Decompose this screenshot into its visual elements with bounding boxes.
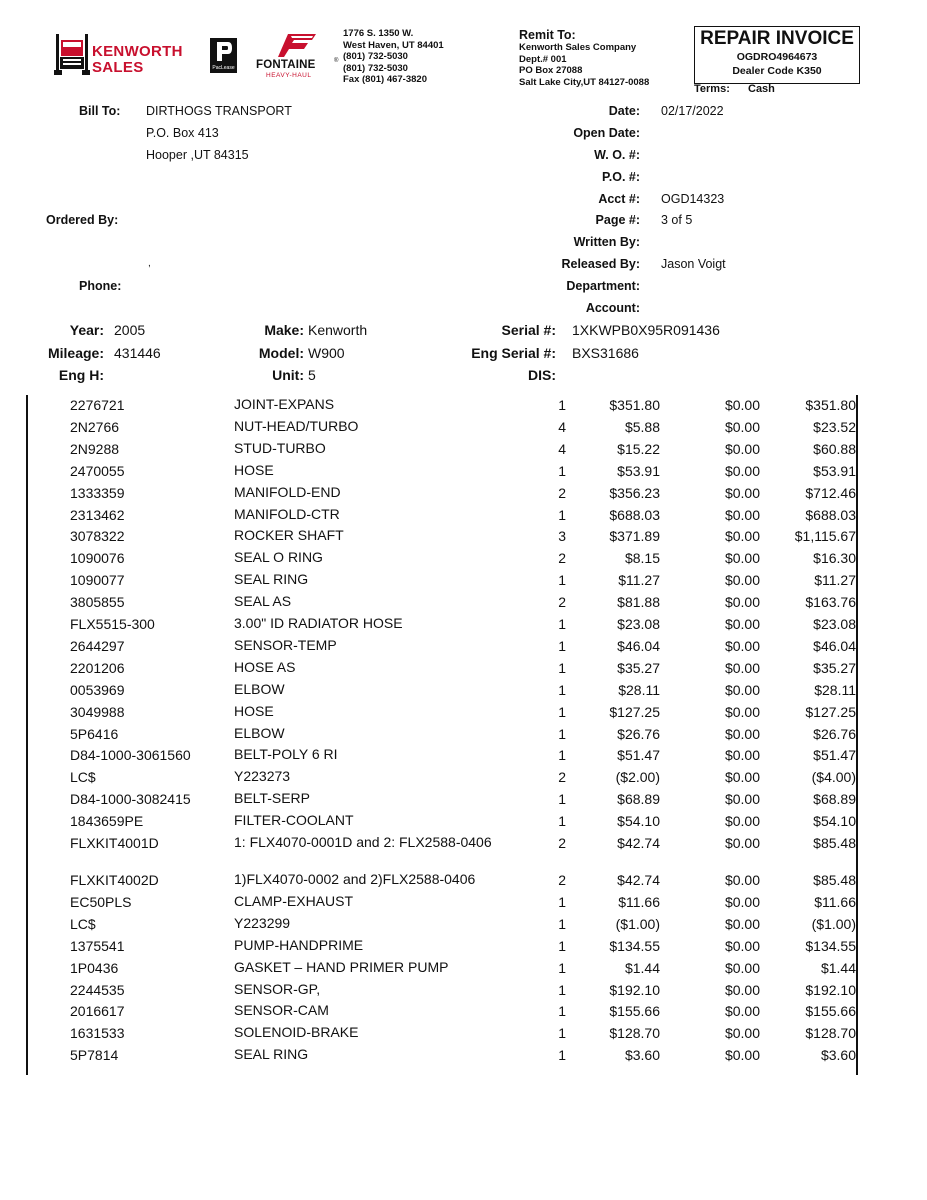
quantity: 1: [558, 725, 566, 742]
bill-to-name: DIRTHOGS TRANSPORT: [146, 104, 292, 118]
page-value: 3 of 5: [661, 213, 693, 227]
part-description: SENSOR-CAM: [234, 1002, 329, 1019]
discount: $0.00: [724, 1003, 760, 1020]
paclease-logo: [210, 38, 237, 73]
discount: $0.00: [724, 959, 760, 976]
company-address: [343, 28, 444, 86]
discount: $0.00: [724, 835, 760, 851]
discount: $0.00: [724, 659, 760, 676]
remit-dept: Dept.# 001: [519, 53, 567, 65]
unit-price: $81.88: [617, 594, 660, 611]
phone-label: Phone:: [79, 279, 122, 293]
unit-price: $1.44: [624, 959, 660, 976]
extended-amount: $51.47: [813, 747, 856, 764]
year-value: 2005: [114, 322, 146, 338]
invoice-number: OGDRO4964673: [736, 51, 818, 63]
extended-amount: $23.52: [813, 418, 856, 435]
unit-price: $155.66: [609, 1003, 660, 1020]
part-number: 3049988: [70, 703, 125, 720]
model-value: W900: [308, 345, 345, 361]
unit-price: $371.89: [609, 528, 660, 545]
part-description: BELT-POLY 6 RI: [234, 746, 338, 763]
remit-company: Kenworth Sales Company: [519, 42, 637, 53]
part-number: LC$: [70, 769, 96, 786]
part-description: 1: FLX4070-0001D and 2: FLX2588-0406: [234, 834, 492, 850]
quantity: 1: [558, 937, 566, 954]
quantity: 2: [558, 594, 566, 611]
discount: $0.00: [724, 813, 760, 830]
eng-h-label: Eng H:: [58, 367, 104, 383]
part-description: 3.00" ID RADIATOR HOSE: [234, 615, 403, 631]
unit-value: 5: [308, 367, 316, 383]
serial-label: Serial #:: [501, 322, 556, 338]
part-description: PUMP-HANDPRIME: [234, 936, 364, 953]
part-description: SOLENOID-BRAKE: [234, 1024, 359, 1041]
extended-amount: $1.44: [820, 959, 856, 976]
quantity: 2: [558, 769, 566, 786]
unit-price: $134.55: [609, 937, 660, 954]
discount: $0.00: [724, 637, 760, 654]
part-description: SEAL AS: [234, 593, 292, 610]
discount: $0.00: [724, 893, 760, 910]
quantity: 1: [558, 1003, 566, 1020]
part-description: SENSOR-TEMP: [234, 636, 337, 653]
extended-amount: $3.60: [820, 1047, 856, 1064]
extended-amount: $85.48: [813, 872, 856, 888]
part-number: 2N2766: [70, 418, 120, 435]
terms-value: Cash: [748, 83, 775, 95]
extended-amount: $46.04: [813, 637, 856, 654]
part-number: 5P7814: [70, 1047, 119, 1064]
discount: $0.00: [724, 703, 760, 720]
part-number: 1843659PE: [70, 813, 144, 830]
part-description: SEAL RING: [234, 571, 309, 588]
part-description: Y223299: [234, 914, 291, 931]
quantity: 2: [558, 484, 566, 501]
part-number: FLXKIT4001D: [70, 835, 159, 851]
part-number: D84-1000-3061560: [70, 747, 191, 764]
part-number: 2201206: [70, 659, 125, 676]
unit-price: $68.89: [617, 791, 660, 808]
part-description: JOINT-EXPANS: [234, 396, 335, 412]
part-description: MANIFOLD-CTR: [234, 505, 340, 522]
part-number: 2644297: [70, 637, 125, 654]
company-phone-2: (801) 732-5030: [343, 62, 408, 74]
discount: $0.00: [724, 440, 760, 457]
table-left-border: [26, 395, 28, 1075]
mileage-label: Mileage:: [47, 345, 104, 361]
quantity: 1: [558, 1025, 566, 1042]
model-label: Model:: [258, 345, 304, 361]
fontaine-sub: HEAVY-HAUL: [266, 72, 312, 79]
unit-price: $53.91: [617, 462, 660, 479]
quantity: 2: [558, 835, 566, 851]
quantity: 1: [558, 703, 566, 720]
remit-po-box: PO Box 27088: [519, 65, 583, 76]
part-number: EC50PLS: [70, 893, 132, 910]
eng-serial-label: Eng Serial #:: [471, 345, 556, 361]
department-label: Department:: [566, 279, 640, 293]
part-number: 5P6416: [70, 725, 119, 742]
kenworth-logo-text-1: KENWORTH: [92, 43, 183, 60]
part-number: 2244535: [70, 981, 125, 998]
part-description: 1)FLX4070-0002 and 2)FLX2588-0406: [234, 871, 476, 887]
paclease-text: PacLease: [212, 65, 235, 71]
extended-amount: $85.48: [813, 835, 856, 851]
unit-price: $192.10: [609, 981, 660, 998]
dealer-code: Dealer Code K350: [732, 65, 822, 77]
unit-label: Unit:: [272, 367, 304, 383]
quantity: 1: [558, 959, 566, 976]
part-description: CLAMP-EXHAUST: [234, 892, 354, 909]
stray-comma: ,: [148, 258, 151, 269]
part-description: ROCKER SHAFT: [234, 527, 344, 544]
company-fax: Fax (801) 467-3820: [343, 74, 427, 85]
unit-price: ($1.00): [615, 915, 660, 932]
fontaine-tm: ®: [334, 58, 339, 64]
extended-amount: $68.89: [813, 791, 856, 808]
extended-amount: $163.76: [805, 594, 856, 611]
unit-price: $351.80: [609, 397, 660, 413]
discount: $0.00: [724, 594, 760, 611]
part-number: 1631533: [70, 1025, 125, 1042]
part-description: SEAL O RING: [234, 549, 323, 566]
unit-price: ($2.00): [615, 769, 660, 786]
mileage-value: 431446: [114, 345, 161, 361]
fontaine-name: FONTAINE: [256, 59, 316, 71]
bill-to-address-1: P.O. Box 413: [146, 126, 219, 140]
year-label: Year:: [69, 322, 104, 338]
remit-to-label: Remit To:: [519, 28, 576, 42]
bill-to-address-2: Hooper ,UT 84315: [146, 148, 249, 162]
extended-amount: $351.80: [805, 397, 856, 413]
part-number: 3805855: [70, 594, 125, 611]
discount: $0.00: [724, 528, 760, 545]
quantity: 1: [558, 915, 566, 932]
extended-amount: $688.03: [805, 506, 856, 523]
company-city: West Haven, UT 84401: [343, 39, 444, 51]
discount: $0.00: [724, 769, 760, 786]
date-label: Date:: [608, 104, 640, 118]
unit-price: $8.15: [624, 550, 660, 567]
serial-value: 1XKWPB0X95R091436: [572, 322, 720, 338]
terms-label: Terms:: [694, 83, 730, 95]
quantity: 1: [558, 981, 566, 998]
discount: $0.00: [724, 462, 760, 479]
quantity: 1: [558, 397, 566, 413]
discount: $0.00: [724, 616, 760, 632]
bill-to-label: Bill To:: [79, 104, 121, 118]
part-description: ELBOW: [234, 724, 285, 741]
quantity: 1: [558, 616, 566, 632]
quantity: 1: [558, 506, 566, 523]
quantity: 3: [558, 528, 566, 545]
unit-price: $5.88: [624, 418, 660, 435]
quantity: 1: [558, 893, 566, 910]
part-description: Y223273: [234, 768, 291, 785]
discount: $0.00: [724, 747, 760, 764]
extended-amount: $192.10: [805, 981, 856, 998]
discount: $0.00: [724, 484, 760, 501]
account-label: Account:: [585, 301, 640, 315]
discount: $0.00: [724, 397, 760, 413]
unit-price: $35.27: [617, 659, 660, 676]
part-description: HOSE: [234, 702, 274, 719]
discount: $0.00: [724, 1025, 760, 1042]
extended-amount: $28.11: [814, 681, 856, 698]
unit-price: $3.60: [624, 1047, 660, 1064]
extended-amount: $35.27: [813, 659, 856, 676]
released-by-value: Jason Voigt: [661, 257, 726, 271]
quantity: 4: [558, 440, 566, 457]
extended-amount: $155.66: [805, 1003, 856, 1020]
unit-price: $28.11: [618, 681, 660, 698]
remit-to-block: [519, 28, 649, 88]
unit-price: $15.22: [617, 440, 660, 457]
company-street: 1776 S. 1350 W.: [343, 28, 414, 39]
unit-price: $51.47: [617, 747, 660, 764]
discount: $0.00: [724, 915, 760, 932]
discount: $0.00: [724, 872, 760, 888]
unit-price: $42.74: [617, 872, 660, 888]
acct-value: OGD14323: [661, 192, 725, 206]
part-number: 1375541: [70, 937, 125, 954]
unit-price: $42.74: [617, 835, 660, 851]
part-number: FLX5515-300: [70, 616, 155, 632]
part-number: 1090076: [70, 550, 125, 567]
part-description: SENSOR-GP,: [234, 980, 321, 997]
wo-label: W. O. #:: [594, 148, 640, 162]
part-description: HOSE: [234, 461, 274, 478]
part-number: 3078322: [70, 528, 125, 545]
fontaine-f-icon: [278, 32, 318, 58]
part-number: D84-1000-3082415: [70, 791, 191, 808]
quantity: 1: [558, 813, 566, 830]
extended-amount: $128.70: [805, 1025, 856, 1042]
extended-amount: ($4.00): [811, 769, 856, 786]
part-number: 2276721: [70, 397, 125, 413]
make-value: Kenworth: [308, 322, 368, 338]
part-description: GASKET – HAND PRIMER PUMP: [234, 958, 449, 975]
extended-amount: $53.91: [813, 462, 856, 479]
discount: $0.00: [724, 791, 760, 808]
po-label: P.O. #:: [602, 170, 640, 184]
part-description: SEAL RING: [234, 1046, 309, 1063]
quantity: 4: [558, 418, 566, 435]
extended-amount: $26.76: [813, 725, 856, 742]
dis-label: DIS:: [528, 367, 556, 383]
kenworth-sales-logo: [52, 32, 182, 78]
extended-amount: $134.55: [805, 937, 856, 954]
extended-amount: $11.27: [814, 572, 856, 589]
part-description: ELBOW: [234, 680, 285, 697]
discount: $0.00: [724, 572, 760, 589]
page-label: Page #:: [595, 213, 640, 227]
part-description: MANIFOLD-END: [234, 483, 341, 500]
extended-amount: $23.08: [813, 616, 856, 632]
part-description: FILTER-COOLANT: [234, 812, 354, 829]
unit-price: $54.10: [617, 813, 660, 830]
unit-price: $128.70: [609, 1025, 660, 1042]
discount: $0.00: [724, 550, 760, 567]
extended-amount: $1,115.67: [794, 528, 856, 545]
part-description: NUT-HEAD/TURBO: [234, 417, 359, 434]
extended-amount: $54.10: [813, 813, 856, 830]
extended-amount: $11.66: [814, 893, 856, 910]
part-number: FLXKIT4002D: [70, 872, 159, 888]
make-label: Make:: [264, 322, 304, 338]
part-number: 1090077: [70, 572, 125, 589]
unit-price: $23.08: [617, 616, 660, 632]
part-description: STUD-TURBO: [234, 439, 326, 456]
quantity: 1: [558, 791, 566, 808]
part-number: 2470055: [70, 462, 125, 479]
open-date-label: Open Date:: [573, 126, 640, 140]
quantity: 1: [558, 681, 566, 698]
part-description: HOSE AS: [234, 658, 296, 675]
extended-amount: $127.25: [805, 703, 856, 720]
unit-price: $127.25: [609, 703, 660, 720]
discount: $0.00: [724, 681, 760, 698]
quantity: 1: [558, 747, 566, 764]
unit-price: $46.04: [617, 637, 660, 654]
repair-invoice-box: [694, 26, 860, 84]
ordered-by-label: Ordered By:: [46, 213, 119, 227]
quantity: 1: [558, 572, 566, 589]
part-number: 2N9288: [70, 440, 120, 457]
quantity: 1: [558, 659, 566, 676]
remit-city: Salt Lake City,UT 84127-0088: [519, 76, 650, 88]
truck-icon: [52, 32, 92, 76]
discount: $0.00: [724, 506, 760, 523]
written-by-label: Written By:: [573, 235, 640, 249]
part-number: 2313462: [70, 506, 125, 523]
table-right-border: [856, 395, 858, 1075]
extended-amount: $60.88: [813, 440, 856, 457]
paclease-mark-icon: [210, 39, 237, 65]
company-phone-1: (801) 732-5030: [343, 51, 408, 62]
extended-amount: ($1.00): [811, 915, 856, 932]
released-by-label: Released By:: [561, 257, 640, 271]
kenworth-logo-text-2: SALES: [92, 59, 144, 76]
part-number: 2016617: [70, 1003, 125, 1020]
extended-amount: $712.46: [805, 484, 856, 501]
acct-label: Acct #:: [598, 192, 640, 206]
unit-price: $356.23: [609, 484, 660, 501]
part-number: LC$: [70, 915, 96, 932]
date-value: 02/17/2022: [661, 104, 724, 118]
fontaine-logo: [254, 32, 340, 78]
eng-serial-value: BXS31686: [572, 345, 639, 361]
quantity: 2: [558, 550, 566, 567]
quantity: 1: [558, 1047, 566, 1064]
unit-price: $688.03: [609, 506, 660, 523]
discount: $0.00: [724, 725, 760, 742]
unit-price: $26.76: [617, 725, 660, 742]
discount: $0.00: [724, 981, 760, 998]
unit-price: $11.66: [618, 893, 660, 910]
quantity: 2: [558, 872, 566, 888]
part-number: 1333359: [70, 484, 125, 501]
invoice-title: REPAIR INVOICE: [700, 28, 854, 49]
discount: $0.00: [724, 937, 760, 954]
unit-price: $11.27: [618, 572, 660, 589]
part-description: BELT-SERP: [234, 790, 310, 807]
extended-amount: $16.30: [813, 550, 856, 567]
quantity: 1: [558, 462, 566, 479]
part-number: 1P0436: [70, 959, 119, 976]
discount: $0.00: [724, 418, 760, 435]
quantity: 1: [558, 637, 566, 654]
part-number: 0053969: [70, 681, 125, 698]
discount: $0.00: [724, 1047, 760, 1064]
